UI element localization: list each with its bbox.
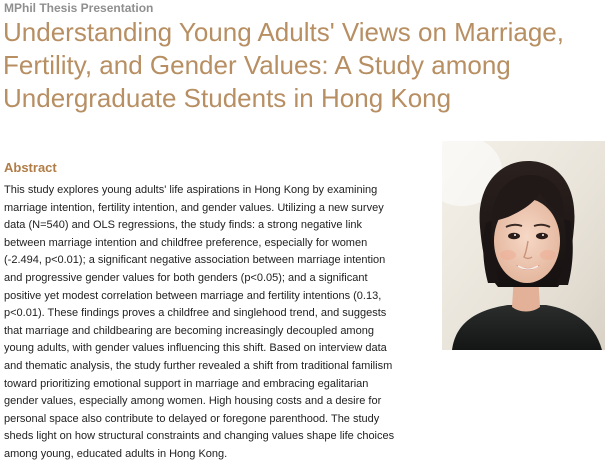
presenter-portrait	[442, 141, 605, 350]
abstract-line: data (N=540) and OLS regressions, the study finds: a strong negative link	[4, 219, 363, 232]
abstract-line: sheds light on how structural constraints and changing values shape life choices	[4, 430, 395, 443]
abstract-line: and thematic analysis, the study further revealed a shift from traditional familism	[4, 359, 393, 372]
thesis-title-line: Fertility, and Gender Values: A Study among	[3, 50, 511, 80]
abstract-line: p<0.01). These findings proves a childfree and singlehood trend, and suggests	[4, 307, 387, 320]
abstract-text	[4, 182, 434, 464]
abstract-line: This study explores young adults' life aspirations in Hong Kong by examining	[4, 184, 378, 196]
abstract-heading: Abstract	[4, 160, 57, 175]
abstract-line: and progressive gender values for both genders (p<0.05); and a significant	[4, 271, 368, 284]
abstract-line: among young, educated adults in Hong Kong.	[4, 447, 228, 460]
abstract-line: marriage intention, fertility intention, and gender values. Utilizing a new survey	[4, 201, 384, 214]
abstract-line: personal space also contribute to delayed or foregone parenthood. The study	[4, 412, 380, 425]
abstract-line: positive yet modest correlation between marriage and fertility intentions (0.13,	[4, 289, 382, 302]
abstract-line: gender values, especially among women. High housing costs and a desire for	[4, 395, 382, 408]
abstract-line: that marriage and childbearing are becoming increasingly decoupled among	[4, 324, 374, 337]
thesis-title-line: Understanding Young Adults' Views on Marriage,	[3, 17, 564, 47]
presentation-type-label: MPhil Thesis Presentation	[4, 1, 154, 15]
abstract-line: between marriage intention and childfree preference, especially for women	[4, 236, 368, 249]
abstract-line: (-2.494, p<0.01); a significant negative association between marriage intention	[4, 254, 386, 267]
abstract-line: toward prioritizing emotional support in marriage and embracing egalitarian	[4, 377, 369, 390]
thesis-title	[3, 16, 603, 115]
thesis-title-line: Undergraduate Students in Hong Kong	[3, 83, 452, 113]
abstract-line: young adults, with gender values influencing this shift. Based on interview data	[4, 342, 387, 355]
